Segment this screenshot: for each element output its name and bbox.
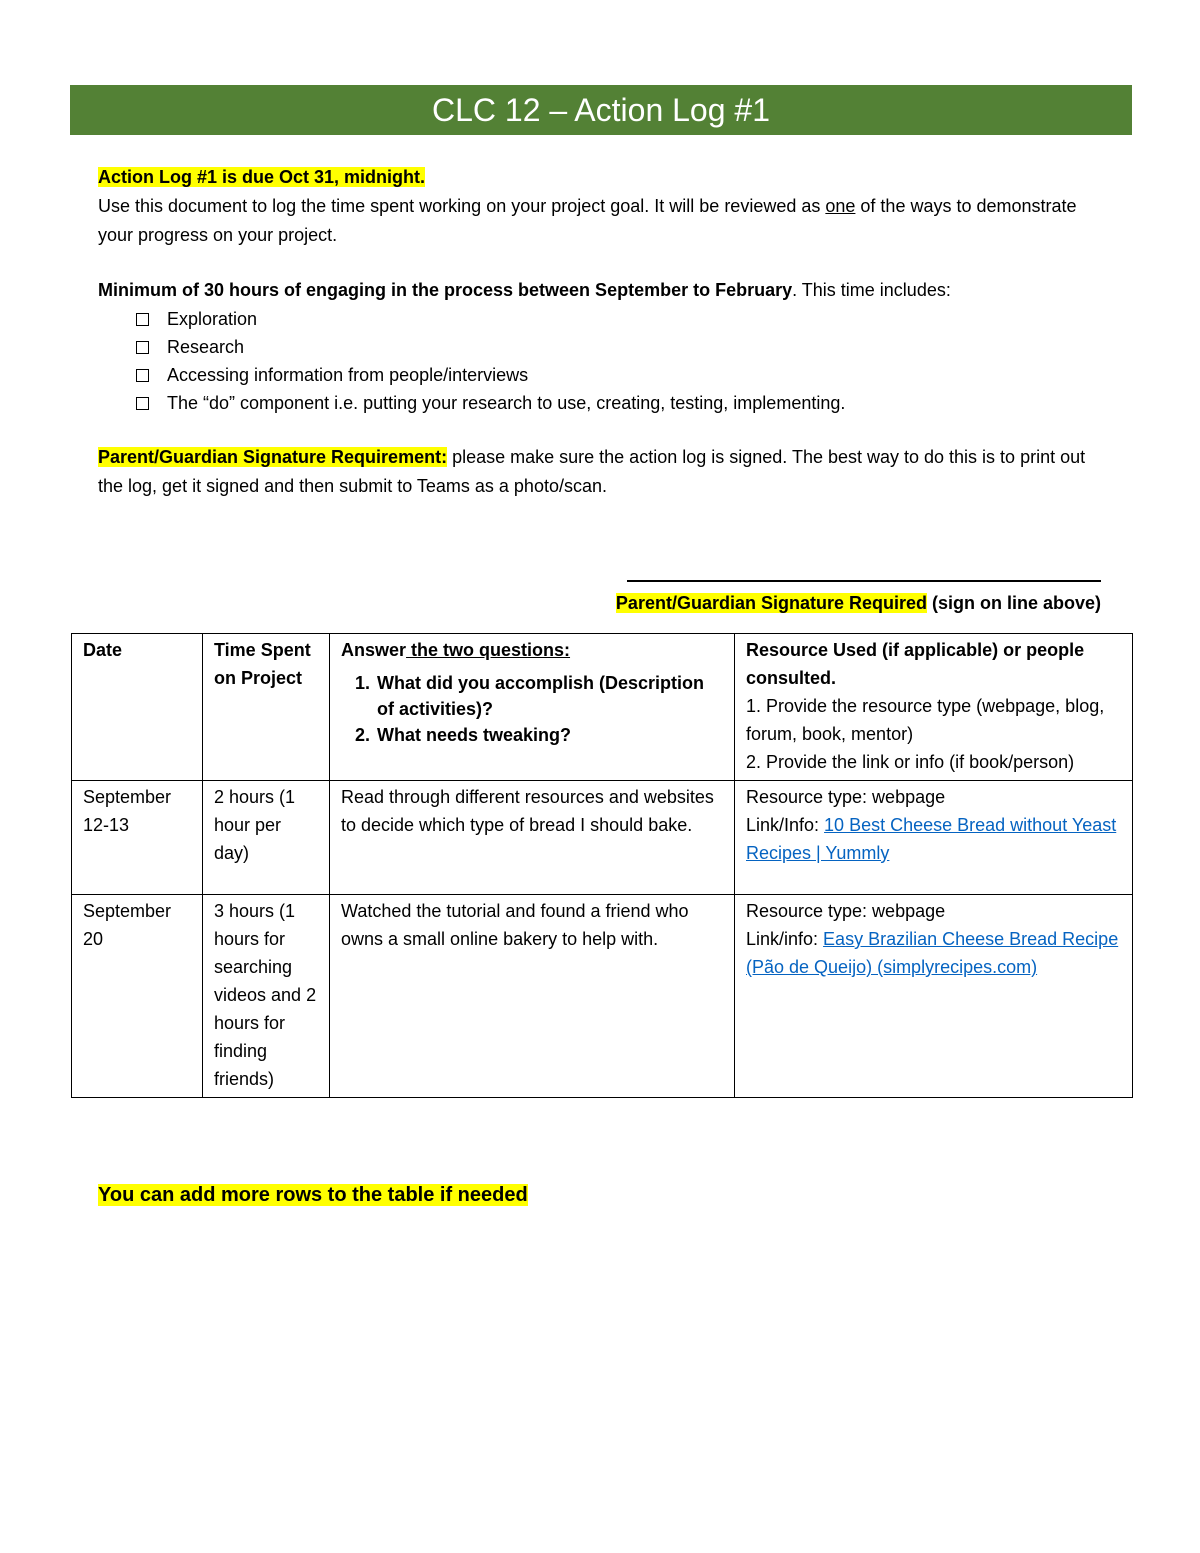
- due-date-note: Action Log #1 is due Oct 31, midnight.: [98, 167, 426, 187]
- checklist-item: Exploration: [98, 305, 1108, 333]
- cell-answer: Watched the tutorial and found a friend who owns a small online bakery to help with.: [330, 895, 735, 1098]
- cell-date: September 12-13: [72, 781, 203, 895]
- checkbox-icon[interactable]: [136, 313, 149, 326]
- question-1: 1. What did you accomplish (Description of activities)?: [375, 670, 724, 722]
- resource-link[interactable]: Easy Brazilian Cheese Bread Recipe (Pão de Queijo) (simplyrecipes.com): [746, 929, 1119, 977]
- cell-resource: Resource type: webpage Link/Info: 10 Best Cheese Bread without Yeast Recipes | Yummly: [735, 781, 1133, 895]
- activity-checklist: [98, 305, 1108, 417]
- signature-line[interactable]: [627, 562, 1101, 582]
- question-2: 2. What needs tweaking?: [375, 722, 724, 748]
- document-title: CLC 12 – Action Log #1: [70, 85, 1132, 135]
- cell-answer: Read through different resources and websites to decide which type of bread I should bake.: [330, 781, 735, 895]
- minimum-hours-note: Minimum of 30 hours of engaging in the process between September to February. This time includes:: [98, 280, 951, 300]
- checkbox-icon[interactable]: [136, 397, 149, 410]
- cell-time: 2 hours (1 hour per day): [203, 781, 330, 895]
- instructions: [98, 163, 1108, 501]
- cell-time: 3 hours (1 hours for searching videos and 2 hours for finding friends): [203, 895, 330, 1098]
- checklist-item: Accessing information from people/interviews: [98, 361, 1108, 389]
- cell-date: September 20: [72, 895, 203, 1098]
- resource-link[interactable]: 10 Best Cheese Bread without Yeast Recipes | Yummly: [746, 815, 1117, 863]
- signature-requirement: Parent/Guardian Signature Requirement: please make sure the action log is signed. The best way to do this is to print out the log, get it signed and then submit to Teams as a photo/scan.: [98, 447, 1086, 496]
- header-questions: Answer the two questions: 1. What did you accomplish (Description of activities)? 2. What needs tweaking?: [330, 634, 735, 781]
- table-row: [72, 781, 1133, 895]
- table-header-row: [72, 634, 1133, 781]
- header-date: Date: [72, 634, 203, 781]
- checkbox-icon[interactable]: [136, 341, 149, 354]
- cell-resource: Resource type: webpage Link/info: Easy Brazilian Cheese Bread Recipe (Pão de Queijo) (simplyrecipes.com): [735, 895, 1133, 1098]
- header-resource: Resource Used (if applicable) or people consulted. 1. Provide the resource type (webpage, blog, forum, book, mentor) 2. Provide the link or info (if book/person): [735, 634, 1133, 781]
- checklist-item: Research: [98, 333, 1108, 361]
- action-log-table: [71, 633, 1133, 1098]
- add-rows-note: You can add more rows to the table if needed: [98, 1184, 528, 1206]
- header-time-spent: Time Spent on Project: [203, 634, 330, 781]
- checklist-item: The “do” component i.e. putting your research to use, creating, testing, implementing.: [98, 389, 1108, 417]
- intro-paragraph: Use this document to log the time spent working on your project goal. It will be reviewed as one of the ways to demonstrate your progress on your project.: [98, 196, 1077, 245]
- table-row: [72, 895, 1133, 1098]
- signature-caption: Parent/Guardian Signature Required (sign on line above): [615, 593, 1101, 613]
- checkbox-icon[interactable]: [136, 369, 149, 382]
